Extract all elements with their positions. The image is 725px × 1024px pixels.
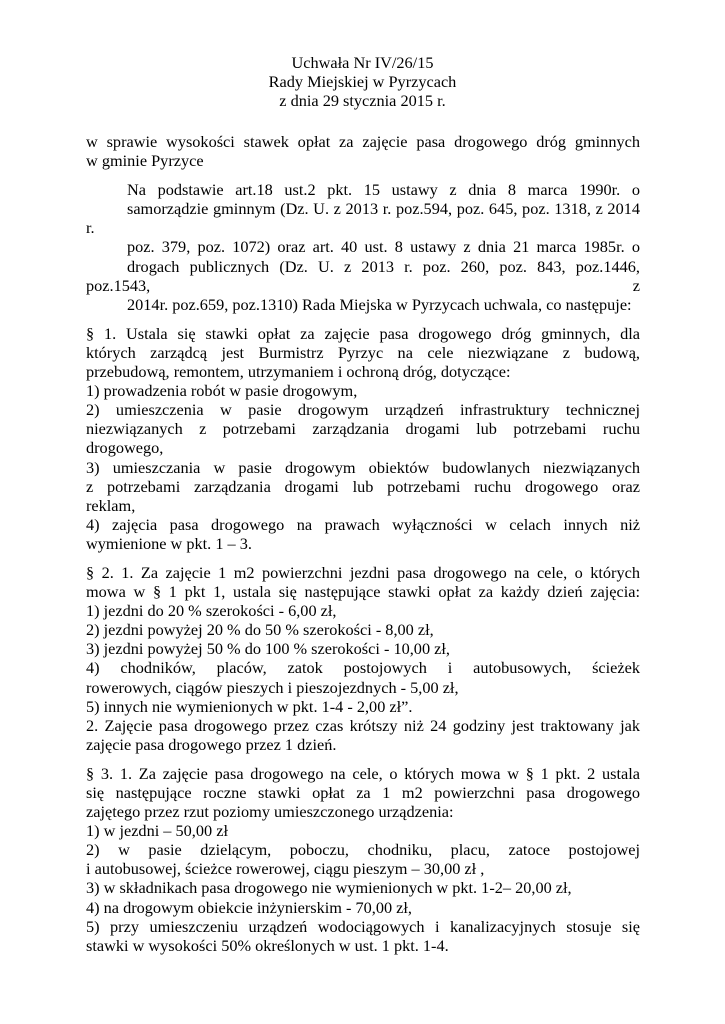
text-line: 5) przy umieszczeniu urządzeń wodociągowych i kanalizacyjnych stosuje się <box>86 916 640 936</box>
section-1 <box>86 324 640 553</box>
resolution-date: z dnia 29 stycznia 2015 r. <box>279 91 446 111</box>
text-line: 2) umieszczenia w pasie drogowym urządzeń infrastruktury technicznej <box>86 400 640 420</box>
resolution-body: Rady Miejskiej w Pyrzycach <box>268 72 457 92</box>
section-3 <box>86 764 640 955</box>
text-line: zajętego przez rzut poziomy umieszczonego urządzenia: <box>86 802 454 822</box>
text-line: i autobusowej, ścieżce rowerowej, ciągu pieszym – 30,00 zł , <box>86 859 485 879</box>
resolution-header <box>0 53 725 110</box>
text-line: 3) w składnikach pasa drogowego nie wymienionych w pkt. 1-2– 20,00 zł, <box>86 878 572 898</box>
text-line: Na podstawie art.18 ust.2 pkt. 15 ustawy z dnia 8 marca 1990r. o <box>127 180 640 200</box>
text-line: § 1. Ustala się stawki opłat za zajęcie pasa drogowego dróg gminnych, dla <box>86 323 640 343</box>
text-line: 4) na drogowym obiekcie inżynierskim - 70,00 zł, <box>86 897 412 917</box>
text-line: 3) umieszczania w pasie drogowym obiektów budowlanych niezwiązanych <box>86 457 640 477</box>
text-line: poz. 379, poz. 1072) oraz art. 40 ust. 8 ustawy z dnia 21 marca 1985r. o <box>127 237 640 257</box>
text-line: w gminie Pyrzyce <box>86 151 204 171</box>
text-line: 2. Zajęcie pasa drogowego przez czas krótszy niż 24 godziny jest traktowany jak <box>86 715 640 735</box>
text-line: 2) jezdni powyżej 20 % do 50 % szerokości - 8,00 zł, <box>86 620 434 640</box>
text-line: z potrzebami zarządzania drogami lub potrzebami ruchu drogowego oraz <box>86 476 640 496</box>
preamble-paragraph <box>86 180 640 314</box>
text-line: § 2. 1. Za zajęcie 1 m2 powierzchni jezdni pasa drogowego na cele, o których <box>86 562 640 582</box>
text-line: w sprawie wysokości stawek opłat za zajęcie pasa drogowego dróg gminnych <box>86 132 640 151</box>
text-line: 1) jezdni do 20 % szerokości - 6,00 zł, <box>86 601 337 621</box>
text-line: samorządzie gminnym (Dz. U. z 2013 r. poz.594, poz. 645, poz. 1318, z 2014 r. <box>86 199 640 238</box>
text-line: się następujące roczne stawki opłat za 1 m2 powierzchni pasa drogowego <box>86 783 640 802</box>
subject-paragraph <box>86 132 640 170</box>
text-line: mowa w § 1 pkt 1, ustala się następujące stawki opłat za każdy dzień zajęcia: <box>86 582 640 602</box>
resolution-body-text <box>86 132 640 955</box>
text-line: zajęcie pasa drogowego przez 1 dzień. <box>86 734 337 754</box>
text-line: 2014r. poz.659, poz.1310) Rada Miejska w Pyrzycach uchwala, co następuje: <box>127 294 632 314</box>
text-line: § 3. 1. Za zajęcie pasa drogowego na cele, o których mowa w § 1 pkt. 2 ustala <box>86 763 640 783</box>
text-line: 4) chodników, placów, zatok postojowych i autobusowych, ścieżek <box>86 658 640 678</box>
text-line: 4) zajęcia pasa drogowego na prawach wyłączności w celach innych niż <box>86 514 640 534</box>
text-line: stawki w wysokości 50% określonych w ust. 1 pkt. 1-4. <box>86 935 449 955</box>
text-line: reklam, <box>86 495 136 515</box>
section-2 <box>86 563 640 754</box>
text-line: 1) prowadzenia robót w pasie drogowym, <box>86 381 358 401</box>
text-line: 3) jezdni powyżej 50 % do 100 % szerokości - 10,00 zł, <box>86 639 450 659</box>
resolution-title: Uchwała Nr IV/26/15 <box>291 53 434 72</box>
text-line: wymienione w pkt. 1 – 3. <box>86 533 252 553</box>
text-line: 1) w jezdni – 50,00 zł <box>86 821 228 841</box>
text-line: drogach publicznych (Dz. U. z 2013 r. poz. 260, poz. 843, poz.1446, poz.1543, z <box>86 256 640 295</box>
text-line: rowerowych, ciągów pieszych i pieszojezdnych - 5,00 zł, <box>86 677 459 697</box>
text-line: przebudową, remontem, utrzymaniem i ochroną dróg, dotyczące: <box>86 362 511 382</box>
text-line: 5) innych nie wymienionych w pkt. 1-4 - 2,00 zł”. <box>86 696 413 716</box>
text-line: 2) w pasie dzielącym, poboczu, chodniku, placu, zatoce postojowej <box>86 840 640 860</box>
text-line: drogowego, <box>86 438 164 458</box>
text-line: których zarządcą jest Burmistrz Pyrzyc na cele niezwiązane z budową, <box>86 342 640 362</box>
text-line: niezwiązanych z potrzebami zarządzania drogami lub potrzebami ruchu <box>86 419 640 439</box>
